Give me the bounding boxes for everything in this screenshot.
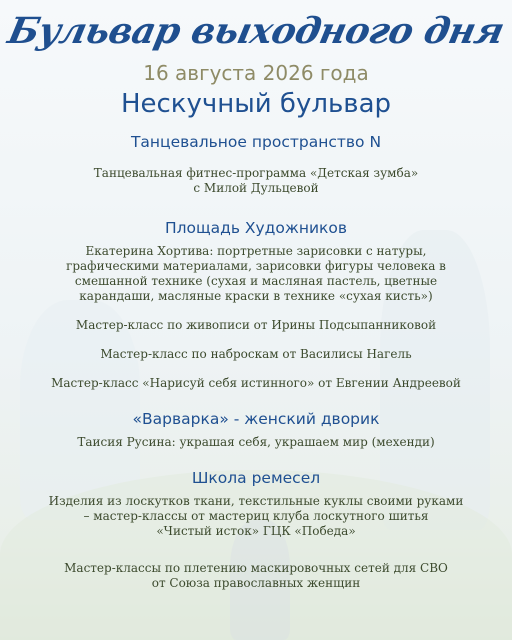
section-title: Танцевальное пространство N [130,133,382,151]
section-varvarka [0,409,512,450]
program-item [0,166,512,196]
item-line: графическими материалами, зарисовки фигуры человека в [66,259,446,273]
item-line: – мастер-классы от мастериц клуба лоскутного шитья [83,509,429,523]
item-line: смешанной технике (сухая и масляная пастель, цветные [74,274,438,288]
item-line: Екатерина Хортива: портретные зарисовки с натуры, [85,244,427,258]
program-item [0,244,512,304]
item-line: Изделия из лоскутков ткани, текстильные куклы своими руками [48,494,464,508]
event-date: 16 августа 2026 года [143,61,369,85]
section-title: Площадь Художников [164,219,348,237]
program-item: Мастер-класс по живописи от Ирины Подсыпанниковой [75,318,437,332]
item-line: Танцевальная фитнес-программа «Детская зумба» [93,166,419,180]
program-item [0,494,512,539]
program-item: Таисия Русина: украшая себя, украшаем мир (мехенди) [77,435,435,449]
section-artists [0,218,512,391]
section-title: Школа ремесел [191,469,321,487]
event-place: Нескучный бульвар [120,89,392,119]
poster-title: Бульвар выходного дня [4,10,508,52]
program-item: Мастер-класс по наброскам от Василисы Нагель [100,347,412,361]
program-item: Мастер-класс «Нарисуй себя истинного» от Евгении Андреевой [51,376,461,390]
item-line: с Милой Дульцевой [193,181,319,195]
item-line: от Союза православных женщин [151,576,361,590]
item-line: карандаши, масляные краски в технике «сухая кисть») [79,289,433,303]
section-crafts [0,468,512,591]
section-title: «Варварка» - женский дворик [132,410,380,428]
section-dance [0,132,512,196]
program-item [0,561,512,591]
item-line: Мастер-классы по плетению маскировочных сетей для СВО [64,561,448,575]
item-line: «Чистый исток» ГЦК «Победа» [156,524,356,538]
